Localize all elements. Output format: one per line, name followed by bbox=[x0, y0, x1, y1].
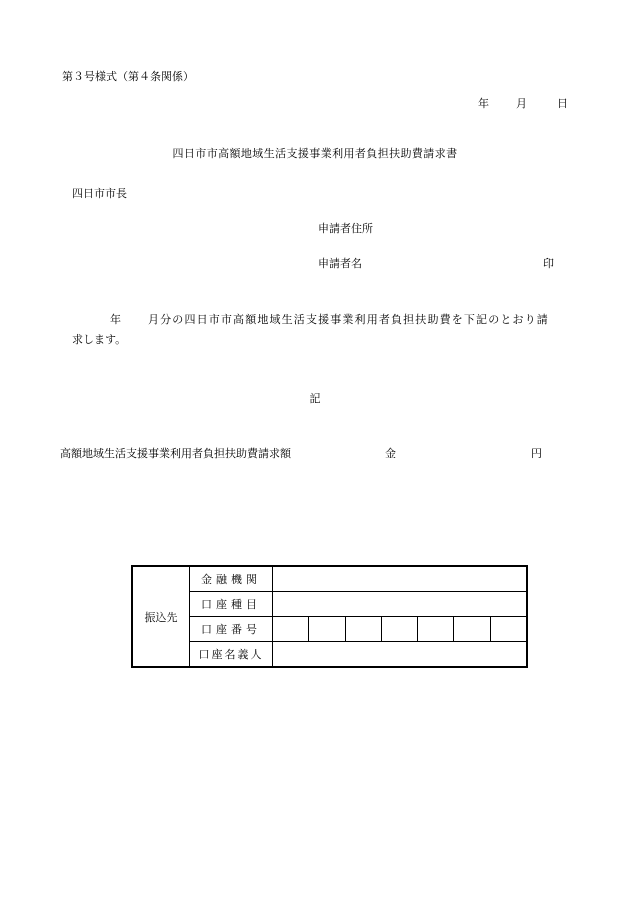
date-year-label: 年 bbox=[478, 97, 489, 110]
applicant-address-label: 申請者住所 bbox=[318, 222, 373, 235]
account-holder-label: 口座名義人 bbox=[190, 642, 273, 668]
account-holder-field[interactable] bbox=[273, 642, 528, 668]
request-statement-line-2: 求します。 bbox=[72, 333, 127, 346]
account-type-field[interactable] bbox=[273, 592, 528, 617]
bank-transfer-table bbox=[131, 565, 528, 668]
account-number-digit[interactable] bbox=[490, 617, 527, 642]
form-number: 第３号様式（第４条関係） bbox=[62, 70, 194, 83]
financial-institution-label: 金融機関 bbox=[190, 566, 273, 592]
financial-institution-field[interactable] bbox=[273, 566, 528, 592]
claim-amount-yen: 円 bbox=[531, 447, 542, 460]
account-number-label: 口座番号 bbox=[190, 617, 273, 642]
transfer-destination-label: 振込先 bbox=[132, 566, 190, 667]
account-number-digit[interactable] bbox=[309, 617, 345, 642]
account-type-label: 口座種目 bbox=[190, 592, 273, 617]
applicant-name-label: 申請者名 bbox=[318, 257, 362, 270]
claim-amount-kin: 金 bbox=[385, 447, 396, 460]
request-statement-text: 月分の四日市市高額地域生活支援事業利用者負担扶助費を下記のとおり請 bbox=[148, 313, 549, 326]
account-number-digit[interactable] bbox=[345, 617, 381, 642]
date-day-label: 日 bbox=[557, 97, 568, 110]
account-number-digit[interactable] bbox=[381, 617, 417, 642]
claim-amount-label: 高額地域生活支援事業利用者負担扶助費請求額 bbox=[60, 447, 291, 460]
account-number-digit[interactable] bbox=[454, 617, 490, 642]
account-number-digit[interactable] bbox=[273, 617, 309, 642]
request-year-label: 年 bbox=[110, 313, 121, 326]
seal-mark: 印 bbox=[543, 257, 554, 270]
account-number-digit[interactable] bbox=[418, 617, 454, 642]
date-month-label: 月 bbox=[516, 97, 527, 110]
document-title: 四日市市高額地域生活支援事業利用者負担扶助費請求書 bbox=[172, 147, 458, 160]
ki-heading: 記 bbox=[309, 392, 321, 405]
addressee: 四日市市長 bbox=[72, 187, 127, 200]
